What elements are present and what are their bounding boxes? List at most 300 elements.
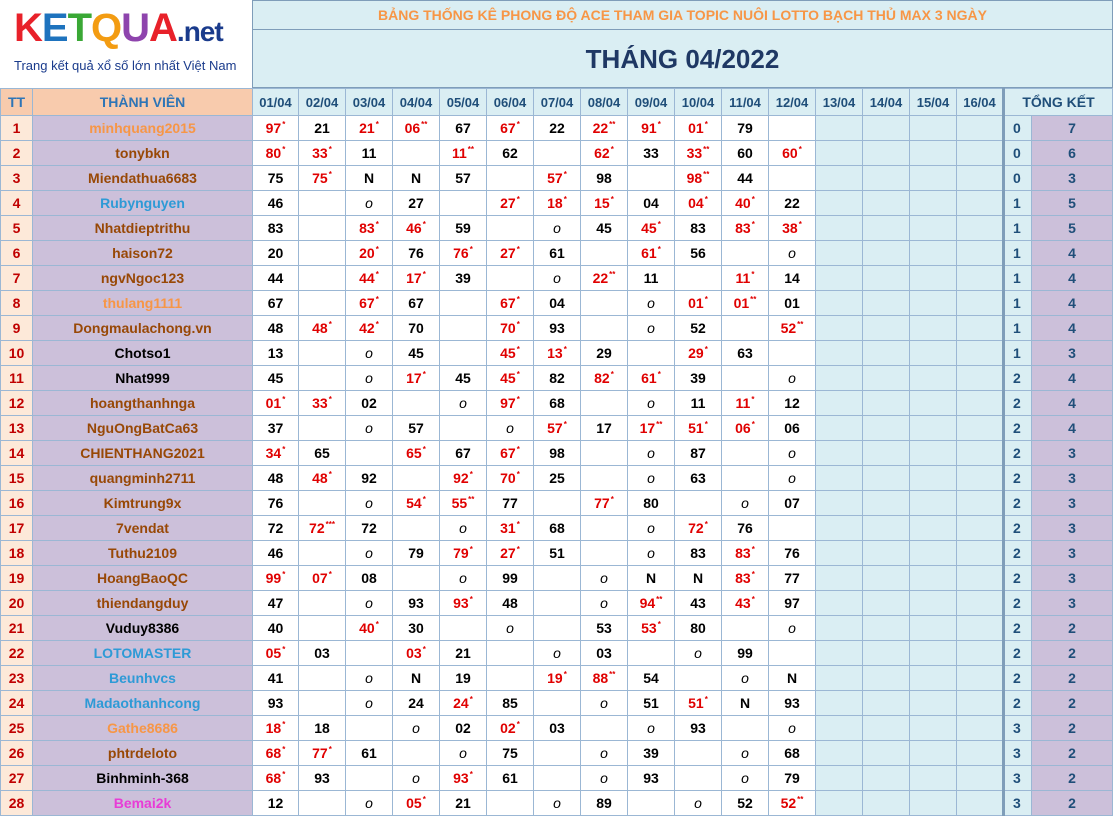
member-name[interactable]: 7vendat <box>33 516 253 541</box>
day-cell <box>957 791 1004 816</box>
day-cell <box>253 641 299 666</box>
day-cell <box>722 616 769 641</box>
day-cell <box>816 166 863 191</box>
member-name[interactable]: CHIENTHANG2021 <box>33 441 253 466</box>
hit-value: 22** <box>592 270 616 286</box>
hit-value: 01* <box>688 120 708 136</box>
day-cell: N <box>628 566 675 591</box>
day-cell <box>346 266 393 291</box>
day-cell <box>910 391 957 416</box>
member-name[interactable]: quangminh2711 <box>33 466 253 491</box>
day-cell <box>346 716 393 741</box>
day-cell <box>816 541 863 566</box>
day-cell <box>957 541 1004 566</box>
table-row <box>1 391 1113 416</box>
day-cell <box>534 666 581 691</box>
day-cell: 24 <box>393 691 440 716</box>
day-cell <box>299 416 346 441</box>
member-name[interactable]: Chotso1 <box>33 341 253 366</box>
day-cell: 67 <box>440 116 487 141</box>
hit-stars: *** <box>325 520 335 529</box>
summary-r: 4 <box>1032 391 1113 416</box>
header-day: 08/04 <box>581 89 628 116</box>
row-number: 11 <box>1 366 33 391</box>
day-cell <box>675 691 722 716</box>
day-cell <box>863 441 910 466</box>
table-row <box>1 441 1113 466</box>
hit-stars: * <box>751 270 755 279</box>
day-cell <box>440 591 487 616</box>
day-cell <box>910 591 957 616</box>
day-cell <box>299 591 346 616</box>
hit-stars: ** <box>467 145 475 154</box>
day-cell <box>346 216 393 241</box>
hit-stars: * <box>704 420 708 429</box>
hit-value: 07* <box>312 570 332 586</box>
day-cell <box>910 741 957 766</box>
day-cell <box>299 216 346 241</box>
hit-stars: * <box>563 195 567 204</box>
day-cell <box>346 791 393 816</box>
empty-mark: o <box>553 795 561 811</box>
empty-mark: o <box>365 345 373 361</box>
day-cell: 03 <box>299 641 346 666</box>
member-name[interactable]: Beunhvcs <box>33 666 253 691</box>
hit-value: 38* <box>782 220 802 236</box>
hit-value: 83* <box>735 570 755 586</box>
day-cell <box>910 266 957 291</box>
summary-w: 2 <box>1004 566 1032 591</box>
day-cell <box>628 366 675 391</box>
hit-stars: * <box>610 195 614 204</box>
hit-value: 27* <box>500 545 520 561</box>
member-name[interactable]: Bemai2k <box>33 791 253 816</box>
day-cell <box>816 141 863 166</box>
member-name[interactable]: Nhatdieptrithu <box>33 216 253 241</box>
summary-w: 2 <box>1004 416 1032 441</box>
day-cell <box>816 741 863 766</box>
day-cell <box>346 541 393 566</box>
member-name[interactable]: phtrdeloto <box>33 741 253 766</box>
day-cell: 46 <box>253 191 299 216</box>
day-cell: 54 <box>628 666 675 691</box>
day-cell <box>534 166 581 191</box>
empty-mark: o <box>506 620 514 636</box>
day-cell <box>534 766 581 791</box>
day-cell <box>346 766 393 791</box>
day-cell <box>440 766 487 791</box>
day-cell: 83 <box>675 216 722 241</box>
day-cell <box>581 116 628 141</box>
day-cell <box>299 391 346 416</box>
day-cell: N <box>769 666 816 691</box>
day-cell <box>722 191 769 216</box>
day-cell: 68 <box>534 391 581 416</box>
day-cell: 46 <box>253 541 299 566</box>
day-cell <box>628 341 675 366</box>
member-name[interactable]: Madaothanhcong <box>33 691 253 716</box>
empty-mark: o <box>600 770 608 786</box>
member-name[interactable]: Binhminh-368 <box>33 766 253 791</box>
member-name[interactable]: Dongmaulachong.vn <box>33 316 253 341</box>
day-cell <box>722 716 769 741</box>
hit-stars: * <box>657 220 661 229</box>
day-cell: 72 <box>346 516 393 541</box>
day-cell <box>910 491 957 516</box>
day-cell <box>393 366 440 391</box>
day-cell: 93 <box>628 766 675 791</box>
day-cell <box>393 741 440 766</box>
logo-wordmark: KETQUA.net <box>14 6 223 50</box>
hit-stars: * <box>422 795 426 804</box>
member-name[interactable]: Vuduy8386 <box>33 616 253 641</box>
day-cell <box>910 141 957 166</box>
table-row <box>1 241 1113 266</box>
header-day: 02/04 <box>299 89 346 116</box>
empty-mark: o <box>647 445 655 461</box>
day-cell <box>675 516 722 541</box>
day-cell: 52 <box>675 316 722 341</box>
member-name[interactable]: thulang1111 <box>33 291 253 316</box>
hit-stars: * <box>422 370 426 379</box>
hit-value: 33* <box>312 395 332 411</box>
row-number: 5 <box>1 216 33 241</box>
member-name[interactable]: Gathe8686 <box>33 716 253 741</box>
member-name[interactable]: haison72 <box>33 241 253 266</box>
summary-w: 2 <box>1004 641 1032 666</box>
day-cell <box>722 316 769 341</box>
day-cell <box>581 366 628 391</box>
hit-value: 45* <box>500 370 520 386</box>
hit-stars: * <box>375 120 379 129</box>
hit-value: 75* <box>312 170 332 186</box>
summary-r: 3 <box>1032 516 1113 541</box>
summary-r: 2 <box>1032 791 1113 816</box>
day-cell: N <box>346 166 393 191</box>
day-cell <box>581 316 628 341</box>
day-cell: 98 <box>581 166 628 191</box>
day-cell <box>910 516 957 541</box>
day-cell: 25 <box>534 466 581 491</box>
day-cell <box>581 741 628 766</box>
day-cell <box>816 266 863 291</box>
hit-value: 43* <box>735 595 755 611</box>
day-cell <box>393 391 440 416</box>
hit-stars: ** <box>797 795 804 804</box>
day-cell <box>769 166 816 191</box>
day-cell <box>346 491 393 516</box>
day-cell <box>440 466 487 491</box>
table-row <box>1 566 1113 591</box>
table-row <box>1 466 1113 491</box>
day-cell: 12 <box>769 391 816 416</box>
day-cell: 87 <box>675 441 722 466</box>
day-cell <box>581 391 628 416</box>
day-cell: 59 <box>440 216 487 241</box>
day-cell <box>487 191 534 216</box>
hit-value: 83* <box>735 545 755 561</box>
hit-stars: * <box>516 120 520 129</box>
day-cell: 19 <box>440 666 487 691</box>
summary-w: 2 <box>1004 591 1032 616</box>
day-cell <box>393 641 440 666</box>
day-cell: 44 <box>722 166 769 191</box>
ketqua-logo[interactable] <box>0 0 252 88</box>
day-cell <box>816 341 863 366</box>
header-row <box>1 89 1113 116</box>
summary-w: 2 <box>1004 541 1032 566</box>
hit-value: 77* <box>594 495 614 511</box>
day-cell <box>581 691 628 716</box>
day-cell: 93 <box>769 691 816 716</box>
day-cell <box>393 766 440 791</box>
day-cell <box>628 416 675 441</box>
table-row <box>1 316 1113 341</box>
day-cell <box>769 641 816 666</box>
day-cell <box>253 116 299 141</box>
day-cell: 82 <box>534 366 581 391</box>
empty-mark: o <box>459 570 467 586</box>
hit-value: 18* <box>547 195 567 211</box>
day-cell <box>910 766 957 791</box>
row-number: 25 <box>1 716 33 741</box>
summary-w: 2 <box>1004 441 1032 466</box>
row-number: 9 <box>1 316 33 341</box>
day-cell: 51 <box>628 691 675 716</box>
day-cell: 60 <box>722 141 769 166</box>
day-cell <box>440 741 487 766</box>
day-cell <box>299 616 346 641</box>
day-cell: 77 <box>487 491 534 516</box>
day-cell <box>299 316 346 341</box>
hit-stars: * <box>516 545 520 554</box>
member-name[interactable]: Tuthu2109 <box>33 541 253 566</box>
empty-mark: o <box>741 670 749 686</box>
hit-stars: * <box>704 195 708 204</box>
hit-stars: * <box>563 420 567 429</box>
day-cell <box>346 116 393 141</box>
hit-value: 20* <box>359 245 379 261</box>
hit-stars: * <box>375 295 379 304</box>
member-name[interactable]: thiendangduy <box>33 591 253 616</box>
hit-stars: * <box>282 645 286 654</box>
day-cell: 11 <box>628 266 675 291</box>
empty-mark: o <box>647 720 655 736</box>
day-cell <box>440 566 487 591</box>
day-cell <box>628 516 675 541</box>
day-cell: 22 <box>534 116 581 141</box>
hit-value: 45* <box>500 345 520 361</box>
day-cell: 89 <box>581 791 628 816</box>
day-cell: 48 <box>253 316 299 341</box>
day-cell: 79 <box>393 541 440 566</box>
header-day: 04/04 <box>393 89 440 116</box>
day-cell: 02 <box>346 391 393 416</box>
hit-stars: * <box>798 145 802 154</box>
member-name[interactable]: tonybkn <box>33 141 253 166</box>
day-cell: 67 <box>393 291 440 316</box>
day-cell <box>299 516 346 541</box>
day-cell <box>628 716 675 741</box>
header-day: 10/04 <box>675 89 722 116</box>
hit-stars: ** <box>468 495 475 504</box>
day-cell <box>957 191 1004 216</box>
summary-w: 2 <box>1004 616 1032 641</box>
day-cell <box>863 141 910 166</box>
day-cell <box>253 441 299 466</box>
summary-r: 4 <box>1032 266 1113 291</box>
day-cell <box>957 341 1004 366</box>
row-number: 7 <box>1 266 33 291</box>
day-cell <box>581 766 628 791</box>
day-cell <box>534 566 581 591</box>
member-name[interactable]: Miendathua6683 <box>33 166 253 191</box>
day-cell <box>722 591 769 616</box>
day-cell <box>957 216 1004 241</box>
day-cell <box>299 266 346 291</box>
day-cell: 47 <box>253 591 299 616</box>
summary-w: 1 <box>1004 216 1032 241</box>
hit-stars: * <box>704 120 708 129</box>
empty-mark: o <box>741 770 749 786</box>
hit-value: 53* <box>641 620 661 636</box>
hit-value: 57* <box>547 420 567 436</box>
day-cell <box>487 791 534 816</box>
day-cell <box>863 766 910 791</box>
summary-w: 0 <box>1004 141 1032 166</box>
day-cell <box>722 366 769 391</box>
hit-value: 93* <box>453 595 473 611</box>
hit-value: 67* <box>500 120 520 136</box>
hit-value: 55** <box>451 495 475 511</box>
hit-stars: * <box>375 245 379 254</box>
member-name[interactable]: hoangthanhnga <box>33 391 253 416</box>
hit-value: 44* <box>359 270 379 286</box>
member-name[interactable]: Rubynguyen <box>33 191 253 216</box>
hit-value: 03* <box>406 645 426 661</box>
empty-mark: o <box>600 595 608 611</box>
member-name[interactable]: NguOngBatCa63 <box>33 416 253 441</box>
day-cell <box>722 741 769 766</box>
day-cell <box>816 666 863 691</box>
day-cell <box>722 541 769 566</box>
day-cell <box>440 191 487 216</box>
day-cell: 68 <box>769 741 816 766</box>
hit-value: 51* <box>688 695 708 711</box>
day-cell <box>910 366 957 391</box>
summary-r: 3 <box>1032 441 1113 466</box>
day-cell <box>487 716 534 741</box>
day-cell <box>910 416 957 441</box>
day-cell <box>440 341 487 366</box>
hit-value: 79* <box>453 545 473 561</box>
day-cell <box>346 416 393 441</box>
member-name[interactable]: Nhat999 <box>33 366 253 391</box>
hit-stars: * <box>610 145 614 154</box>
hit-stars: * <box>751 595 755 604</box>
hit-stars: * <box>516 395 520 404</box>
day-cell <box>346 691 393 716</box>
hit-value: 19* <box>547 670 567 686</box>
day-cell <box>957 491 1004 516</box>
member-name[interactable]: ngvNgoc123 <box>33 266 253 291</box>
hit-stars: * <box>516 345 520 354</box>
hit-stars: * <box>610 370 614 379</box>
header-member: THÀNH VIÊN <box>33 89 253 116</box>
hit-stars: * <box>516 470 520 479</box>
day-cell <box>816 366 863 391</box>
hit-stars: * <box>469 545 473 554</box>
day-cell: 93 <box>299 766 346 791</box>
hit-value: 57* <box>547 170 567 186</box>
day-cell: 21 <box>440 641 487 666</box>
day-cell <box>299 466 346 491</box>
hit-value: 27* <box>500 195 520 211</box>
day-cell <box>581 491 628 516</box>
day-cell <box>581 141 628 166</box>
member-name[interactable]: Kimtrung9x <box>33 491 253 516</box>
day-cell <box>910 691 957 716</box>
empty-mark: o <box>741 745 749 761</box>
day-cell <box>816 691 863 716</box>
day-cell <box>863 566 910 591</box>
empty-mark: o <box>365 595 373 611</box>
day-cell <box>628 291 675 316</box>
day-cell: 76 <box>393 241 440 266</box>
empty-mark: o <box>553 220 561 236</box>
member-name[interactable]: minhquang2015 <box>33 116 253 141</box>
day-cell <box>346 366 393 391</box>
day-cell <box>910 541 957 566</box>
day-cell: 39 <box>440 266 487 291</box>
day-cell: 98 <box>534 441 581 466</box>
day-cell <box>628 116 675 141</box>
hit-value: 65* <box>406 445 426 461</box>
day-cell <box>816 641 863 666</box>
day-cell: 85 <box>487 691 534 716</box>
member-name[interactable]: LOTOMASTER <box>33 641 253 666</box>
day-cell <box>769 216 816 241</box>
day-cell <box>675 666 722 691</box>
hit-value: 68* <box>265 745 286 761</box>
day-cell <box>910 716 957 741</box>
day-cell <box>487 366 534 391</box>
day-cell <box>675 416 722 441</box>
hit-stars: * <box>375 220 379 229</box>
day-cell <box>957 766 1004 791</box>
empty-mark: o <box>365 370 373 386</box>
summary-r: 2 <box>1032 716 1113 741</box>
day-cell: 70 <box>393 316 440 341</box>
day-cell <box>769 141 816 166</box>
member-name[interactable]: HoangBaoQC <box>33 566 253 591</box>
day-cell <box>722 466 769 491</box>
day-cell <box>581 541 628 566</box>
day-cell <box>957 441 1004 466</box>
hit-value: 05* <box>265 645 286 661</box>
day-cell <box>863 366 910 391</box>
summary-r: 3 <box>1032 491 1113 516</box>
day-cell <box>393 716 440 741</box>
day-cell: 14 <box>769 266 816 291</box>
empty-mark: o <box>506 420 514 436</box>
day-cell <box>393 116 440 141</box>
hit-value: 91* <box>641 120 661 136</box>
hit-value: 94** <box>639 595 663 611</box>
hit-stars: * <box>422 270 426 279</box>
day-cell: 48 <box>253 466 299 491</box>
day-cell: N <box>722 691 769 716</box>
